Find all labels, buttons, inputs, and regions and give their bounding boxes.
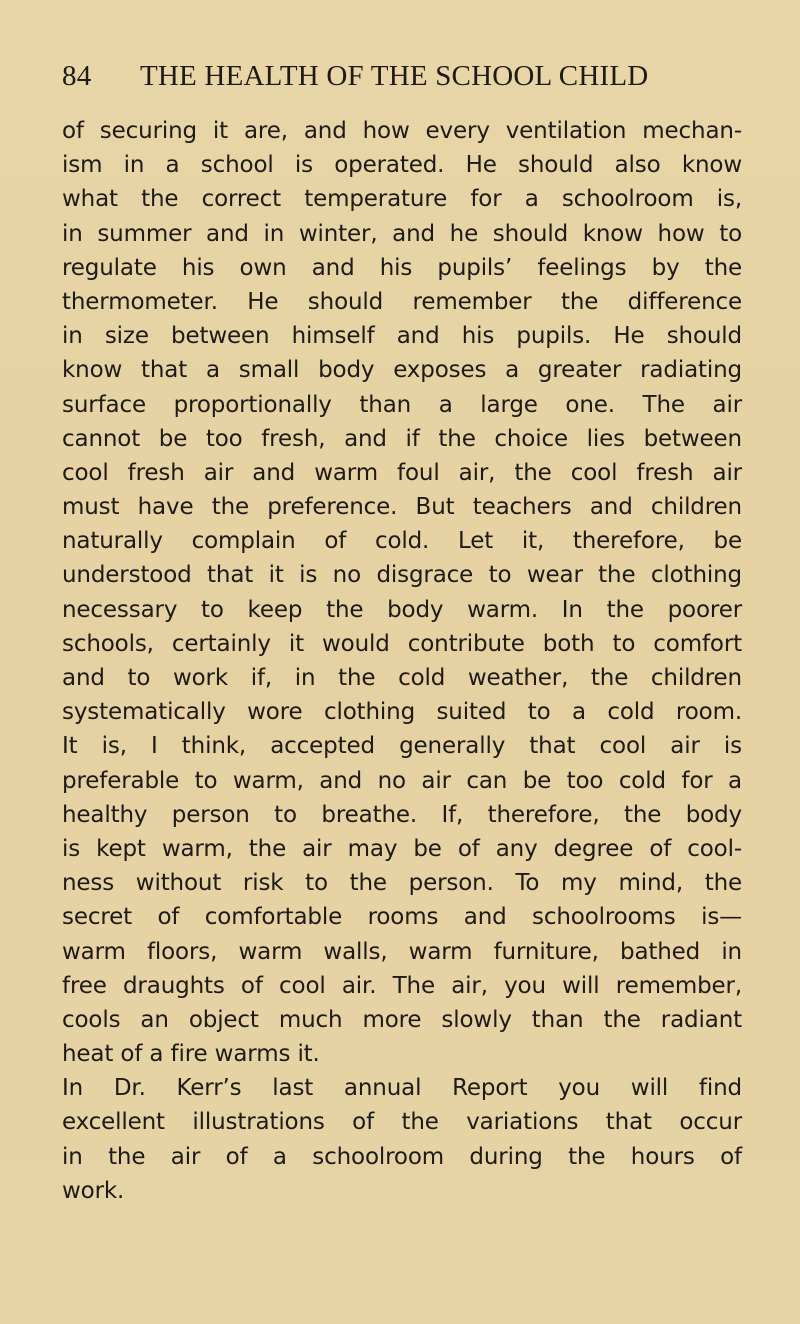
paragraph-2 xyxy=(62,1071,742,1208)
book-title: THE HEALTH OF THE SCHOOL CHILD xyxy=(140,60,649,92)
text-line: secret of comfortable rooms and schoolrooms is— xyxy=(62,904,742,931)
text-line: in summer and in winter, and he should know how to xyxy=(62,220,742,247)
text-line: cannot be too fresh, and if the choice lies between xyxy=(62,425,742,452)
body-text xyxy=(62,114,742,1208)
running-head xyxy=(62,58,742,94)
text-line: and to work if, in the cold weather, the children xyxy=(62,665,742,691)
text-line: work. xyxy=(62,1177,125,1204)
text-line: ness without risk to the person. To my mind, the xyxy=(62,870,742,897)
text-line: free draughts of cool air. The air, you will remember, xyxy=(62,972,742,999)
page-number: 84 xyxy=(62,60,92,92)
text-line: naturally complain of cold. Let it, therefore, be xyxy=(62,528,742,555)
text-line: know that a small body exposes a greater radiating xyxy=(62,357,742,384)
text-line: in the air of a schoolroom during the hours of xyxy=(62,1143,742,1170)
text-line: cools an object much more slowly than the radiant xyxy=(62,1006,742,1033)
text-line: thermometer. He should remember the difference xyxy=(62,288,742,315)
text-line: regulate his own and his pupils’ feelings by the xyxy=(62,254,742,281)
text-line: healthy person to breathe. If, therefore, the body xyxy=(62,801,742,828)
text-line: what the correct temperature for a schoolroom is, xyxy=(62,186,742,213)
text-line: systematically wore clothing suited to a cold room. xyxy=(62,699,742,726)
text-line: warm floors, warm walls, warm furniture, bathed in xyxy=(62,938,742,965)
text-line: It is, I think, accepted generally that cool air is xyxy=(62,733,742,760)
text-line: of securing it are, and how every ventilation mechan- xyxy=(62,118,742,144)
text-line: must have the preference. But teachers and children xyxy=(62,494,742,521)
text-line: in size between himself and his pupils. He should xyxy=(62,323,742,350)
text-line: heat of a fire warms it. xyxy=(62,1041,320,1068)
text-line: preferable to warm, and no air can be too cold for a xyxy=(62,767,742,794)
text-line: In Dr. Kerr’s last annual Report you will find xyxy=(62,1075,742,1102)
text-line: cool fresh air and warm foul air, the cool fresh air xyxy=(62,459,742,486)
text-line: surface proportionally than a large one. The air xyxy=(62,391,742,418)
text-line: excellent illustrations of the variations that occur xyxy=(62,1109,742,1136)
text-line: schools, certainly it would contribute both to comfort xyxy=(62,630,742,657)
text-line: ism in a school is operated. He should also know xyxy=(62,152,742,179)
text-line: understood that it is no disgrace to wear the clothing xyxy=(62,562,742,589)
text-line: necessary to keep the body warm. In the poorer xyxy=(62,596,742,623)
text-line: is kept warm, the air may be of any degree of cool- xyxy=(62,835,742,862)
paragraph-1 xyxy=(62,114,742,1071)
